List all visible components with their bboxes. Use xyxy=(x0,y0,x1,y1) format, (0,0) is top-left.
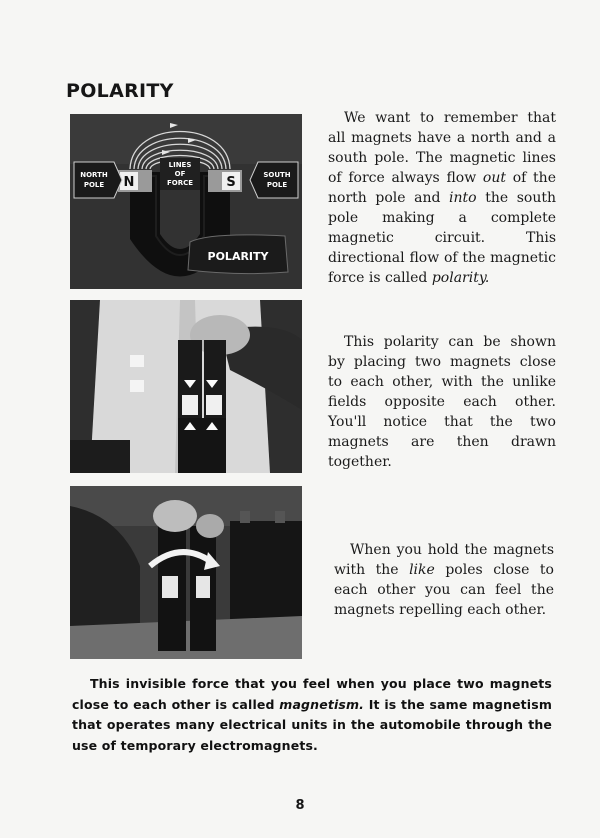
north-pole-label-line2: POLE xyxy=(83,181,105,189)
lines-label-line3: FORCE xyxy=(166,179,194,187)
n-letter: N xyxy=(123,175,135,190)
s-letter: S xyxy=(226,175,236,190)
paragraph-magnetism-definition: This invisible force that you feel when you place two magnets close to each other is called magnetism. It is the same magnetism that operates many electrical units in the automobile through the use of temporary electromagnets. xyxy=(72,676,552,753)
page-number: 8 xyxy=(295,798,305,813)
north-pole-label-line1: NORTH xyxy=(80,171,108,179)
polarity-diagram-photo xyxy=(70,114,302,289)
paragraph-unlike-fields: This polarity can be shown by placing two magnets close to each other, with the unlike fields opposite each other. You'll notice that the two magnets are then drawn together. xyxy=(328,334,556,470)
lines-label-line2: OF xyxy=(174,170,186,178)
south-pole-label-line2: POLE xyxy=(266,181,288,189)
lines-label-line1: LINES xyxy=(168,161,192,169)
repelling-magnets-photo xyxy=(70,486,302,659)
attracting-magnets-photo xyxy=(70,300,302,473)
battery-shape xyxy=(230,521,302,621)
polarity-diagram-illustration xyxy=(70,114,302,289)
page-heading: POLARITY xyxy=(66,80,174,102)
paragraph-like-poles: When you hold the magnets with the like poles close to each other you can feel the magnets repelling each other. xyxy=(334,542,554,618)
attracting-magnets-illustration xyxy=(70,300,302,473)
south-pole-label-line1: SOUTH xyxy=(263,171,291,179)
repelling-magnets-illustration xyxy=(70,486,302,659)
polarity-caption: POLARITY xyxy=(207,250,269,263)
paragraph-polarity-intro: We want to remember that all magnets have a north and a south pole. The magnetic lines of force always flow out of the north pole and into the south pole making a complete magnetic circuit. This directional flow of the magnetic force is called polarity. xyxy=(328,110,556,286)
